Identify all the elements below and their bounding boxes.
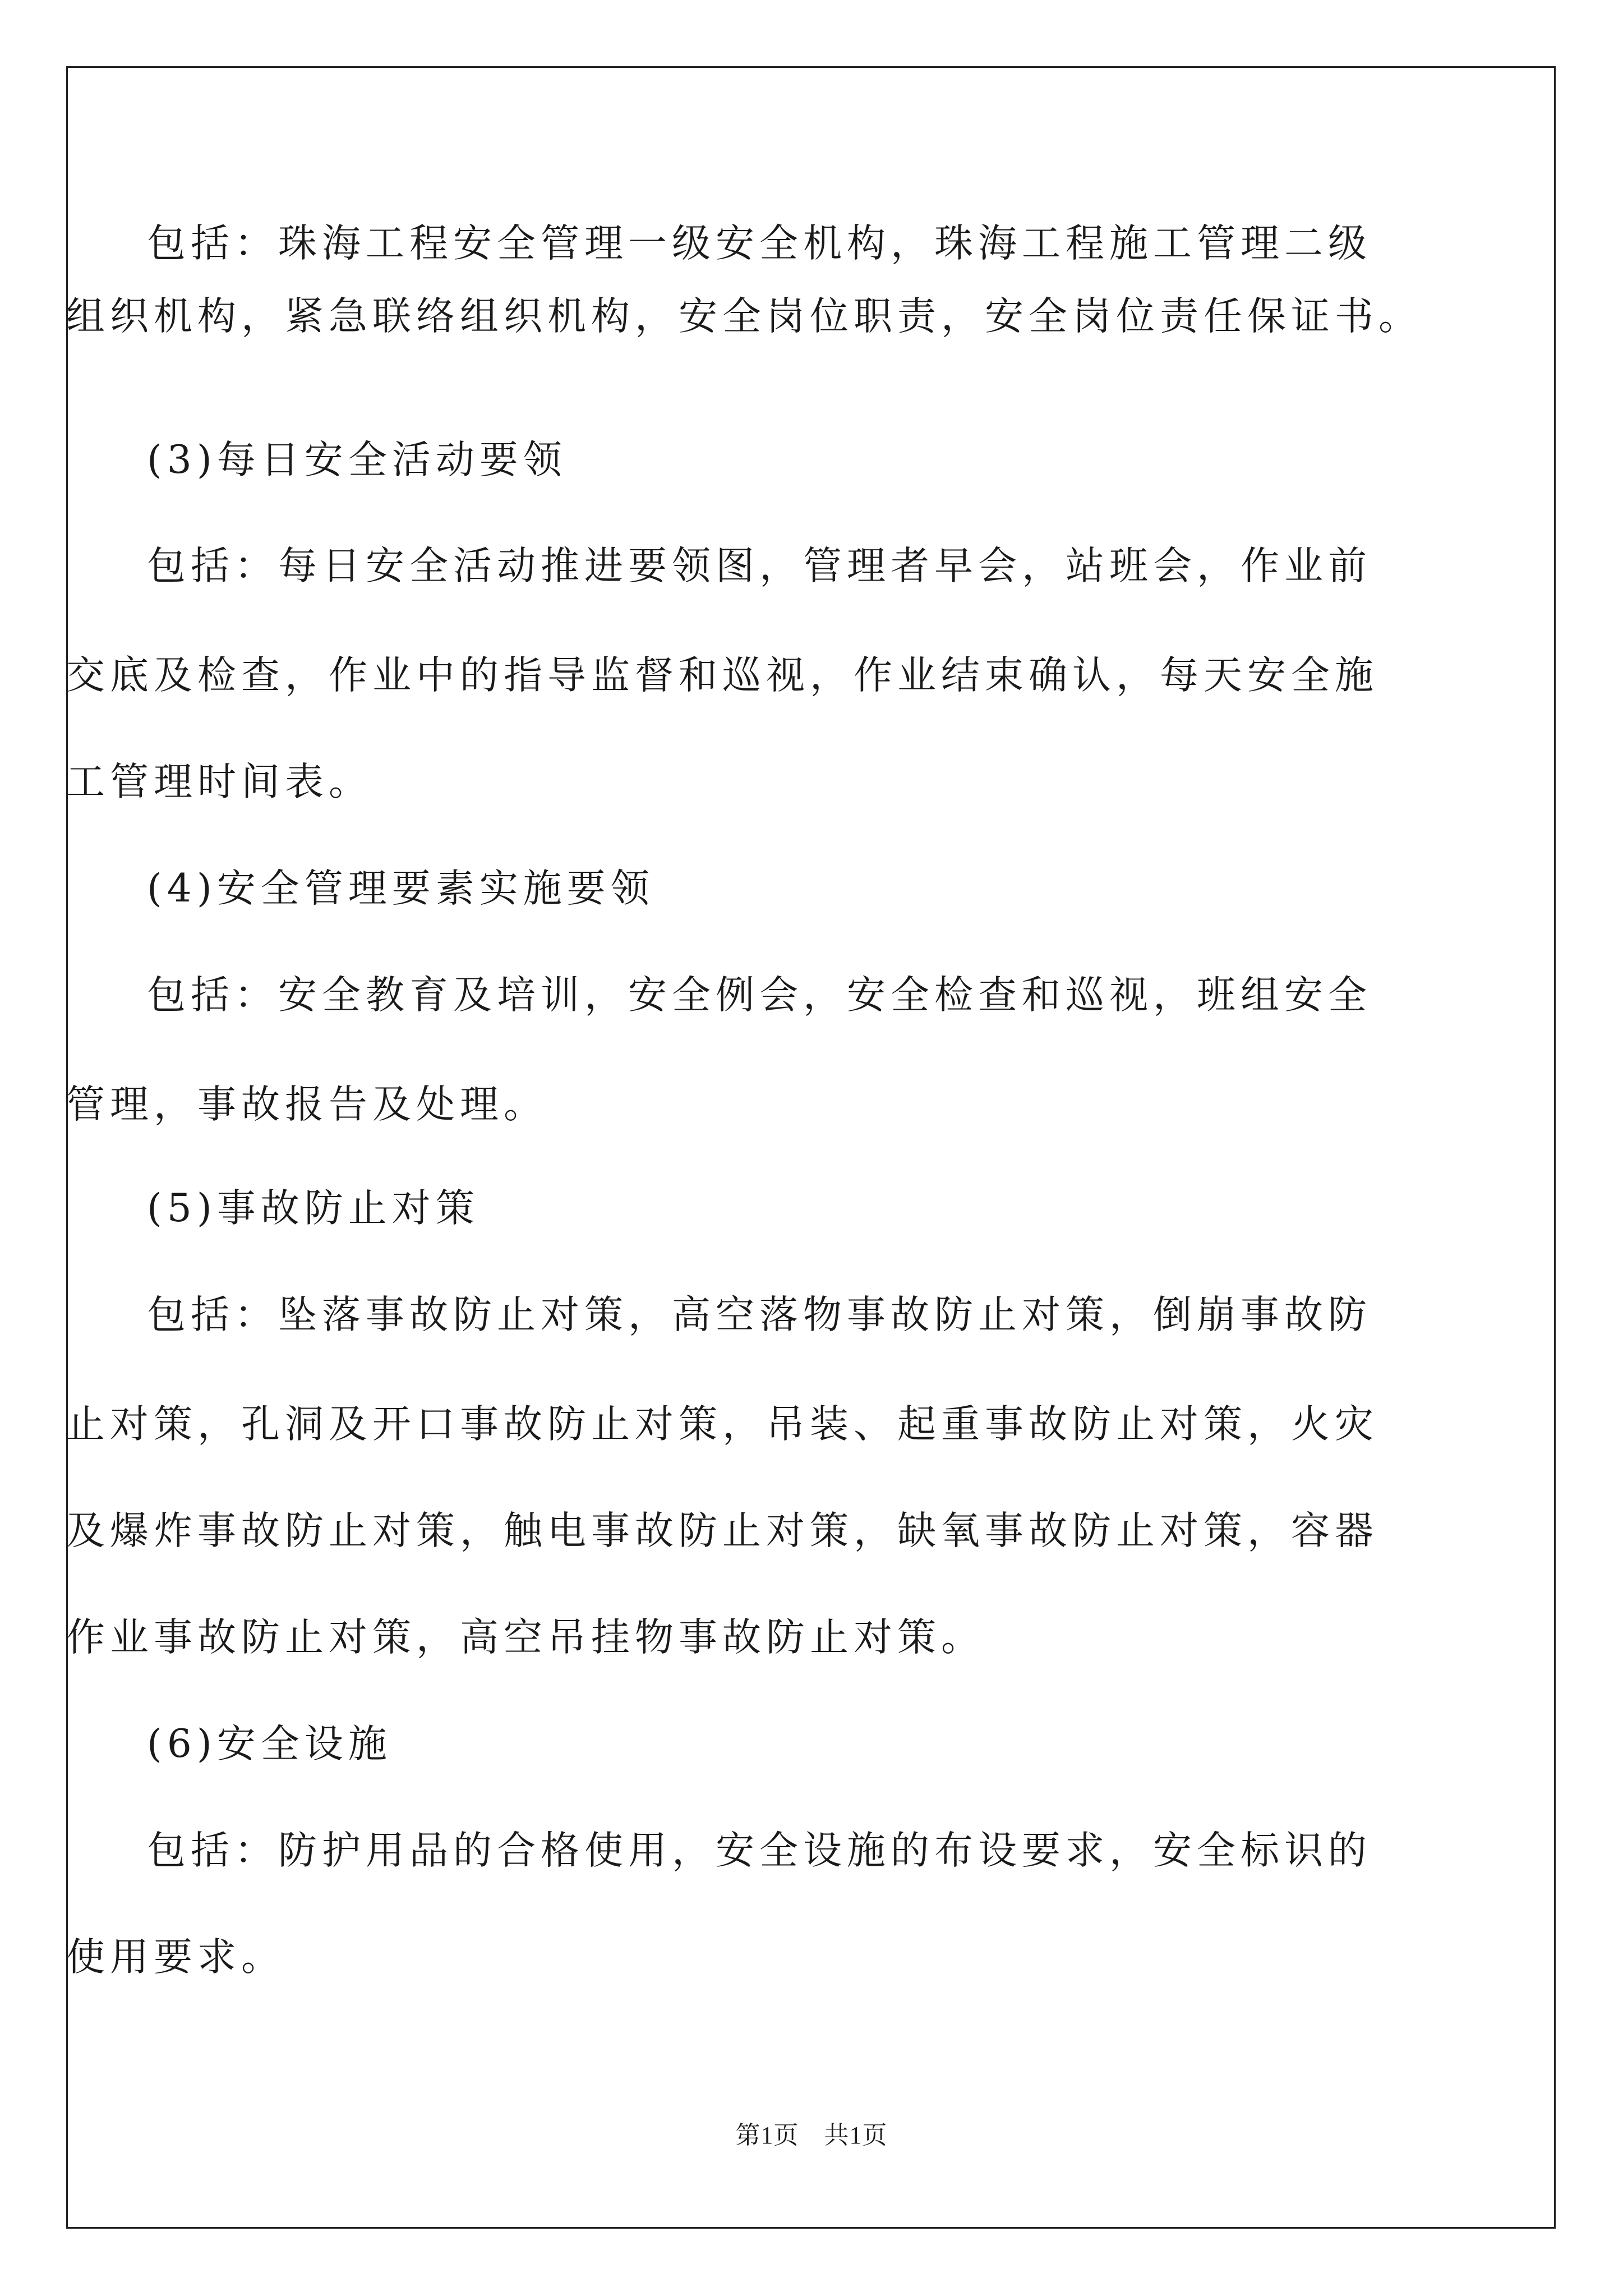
section-heading: (5)事故防止对策 bbox=[147, 1186, 479, 1231]
text-line: 组织机构，紧急联络组织机构，安全岗位职责，安全岗位责任保证书。 bbox=[66, 294, 1422, 339]
section-heading: (3)每日安全活动要领 bbox=[147, 438, 567, 482]
text-line: 包括：珠海工程安全管理一级安全机构，珠海工程施工管理二级 bbox=[147, 221, 1372, 266]
text-line: 交底及检查，作业中的指导监督和巡视，作业结束确认，每天安全施 bbox=[66, 653, 1378, 698]
text-line: 包括：安全教育及培训，安全例会，安全检查和巡视，班组安全 bbox=[147, 973, 1372, 1018]
text-line: 止对策，孔洞及开口事故防止对策，吊装、起重事故防止对策，火灾 bbox=[66, 1402, 1378, 1447]
text-line: 包括：坠落事故防止对策，高空落物事故防止对策，倒崩事故防 bbox=[147, 1292, 1372, 1337]
page-number-footer: 第1页 共1页 bbox=[735, 2122, 888, 2149]
text-line: 包括：防护用品的合格使用，安全设施的布设要求，安全标识的 bbox=[147, 1828, 1372, 1873]
section-heading: (4)安全管理要素实施要领 bbox=[147, 866, 654, 911]
text-line: 及爆炸事故防止对策，触电事故防止对策，缺氧事故防止对策，容器 bbox=[66, 1508, 1378, 1553]
page-border bbox=[66, 66, 1556, 2229]
section-heading: (6)安全设施 bbox=[147, 1722, 392, 1766]
text-line: 工管理时间表。 bbox=[66, 760, 372, 804]
text-line: 作业事故防止对策，高空吊挂物事故防止对策。 bbox=[66, 1615, 985, 1660]
text-line: 包括：每日安全活动推进要领图，管理者早会，站班会，作业前 bbox=[147, 544, 1372, 588]
text-line: 管理，事故报告及处理。 bbox=[66, 1082, 547, 1127]
text-line: 使用要求。 bbox=[66, 1935, 285, 1980]
